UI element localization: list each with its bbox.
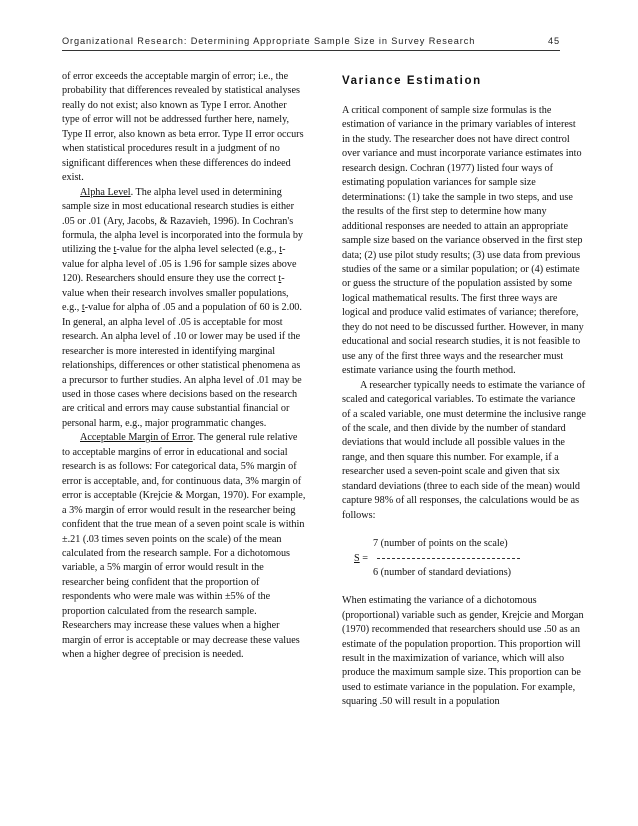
running-header xyxy=(62,36,560,46)
paragraph-variance-intro: A critical component of sample size formulas is the estimation of variance in the primary variables of interest in the study. The researcher does not have direct control over variance and must incorporate variance estimates into research design. Cochran (1977) listed four ways of estimating population variances for sample size determinations: (1) take the sample in two steps, and use the results of the first step to determine how many additional responses are needed to attain an appropriate sample size based on the variance observed in the first step data; (2) use pilot study results; (3) use data from previous studies of the same or a similar population; or (4) estimate or guess the structure of the population assisted by some logical mathematical results. The first three ways are logical and produce valid estimates of variance; therefore, they do not need to be discussed further. However, in many educational and social research studies, it is not feasible to use any of the first three ways and the researcher must estimate variance using the fourth method. xyxy=(342,105,584,377)
variance-formula xyxy=(342,537,586,581)
left-column xyxy=(62,70,306,663)
header-rule xyxy=(62,50,560,51)
paragraph-dichotomous-variance: When estimating the variance of a dichotomous (proportional) variable such as gender, Krejcie and Morgan (1970) recommended that researchers should use .50 as an estimate of the population proportion. This proportion will result in the maximization of variance, which will also produce the maximum sample size. This proportion can be used to estimate variance in the population. For example, squaring .50 will result in a population xyxy=(342,595,584,708)
page-number: 45 xyxy=(547,36,560,46)
paragraph-alpha-level: Alpha Level. The alpha level used in determining sample size in most educational research studies is either .05 or .01 (Ary, Jacobs, & Razavieh, 1996). In Cochran's formula, the alpha level is incorporated into the formula by utilizing the t-value for the alpha level selected (e.g., t-value for alpha level of .05 is 1.96 for sample sizes above 120). Researchers should ensure they use the correct t- value when their research involves smaller populations, e.g., t-value for alpha of .05 and a population of 60 is 2.00. In general, an alpha level of .05 is acceptable for most research. An alpha level of .10 or lower may be used if the researcher is more interested in identifying marginal relationships, differences or other statistical phenomena as a precursor to further studies. An alpha level of .01 may be used in those cases where decisions based on the research are critical and errors may cause substantial financial or personal harm, e.g., major programmatic changes. xyxy=(62,186,304,429)
formula-numerator: 7 (number of points on the scale) xyxy=(373,538,508,550)
formula-fraction-bar xyxy=(377,558,520,559)
paragraph-type-error: of error exceeds the acceptable margin of error; i.e., the probability that differences revealed by statistical analyses really do not exist; also known as Type I error. Another type of error will not be addressed further here, namely, Type II error, also known as beta error. Type II error occurs when statistical procedures result in a judgment of no significant differences when these differences do indeed exist. xyxy=(62,71,304,184)
formula-lhs: S = xyxy=(354,553,368,565)
paragraph-margin-of-error: Acceptable Margin of Error. The general rule relative to acceptable margins of error in educational and social research is as follows: For categorical data, 5% margin of error is acceptable, and, for continuous data, 3% margin of error is acceptable (Krejcie & Morgan, 1970). For example, a 3% margin of error would result in the researcher being confident that the true mean of a seven point scale is within ±.21 (.03 times seven points on the scale) of the mean calculated from the research sample. For a dichotomous variable, a 5% margin of error would result in the researcher being confident that the proportion of respondents who were male was within ±5% of the proportion calculated from the research sample. Researchers may increase these values when a higher margin of error is acceptable or may decrease these values when a higher degree of precision is needed. xyxy=(62,432,306,661)
term-margin-of-error: Acceptable Margin of Error xyxy=(80,432,193,444)
paragraph-scaled-variance: A researcher typically needs to estimate the variance of scaled and categorical variables. To estimate the variance of a scaled variable, one must determine the inclusive range of the scale, and then divide by the number of standard deviations that would include all possible values in the range, and then square this number. For example, if a researcher used a seven-point scale and given that six standard deviations (three to each side of the mean) would capture 98% of all responses, the calculations would be as follows: xyxy=(342,379,586,521)
section-heading: Variance Estimation xyxy=(342,75,482,87)
formula-denominator: 6 (number of standard deviations) xyxy=(373,567,512,579)
running-title: Organizational Research: Determining Appropriate Sample Size in Survey Research xyxy=(62,36,476,46)
term-alpha-level: Alpha Level xyxy=(80,186,131,198)
right-column xyxy=(342,70,586,710)
